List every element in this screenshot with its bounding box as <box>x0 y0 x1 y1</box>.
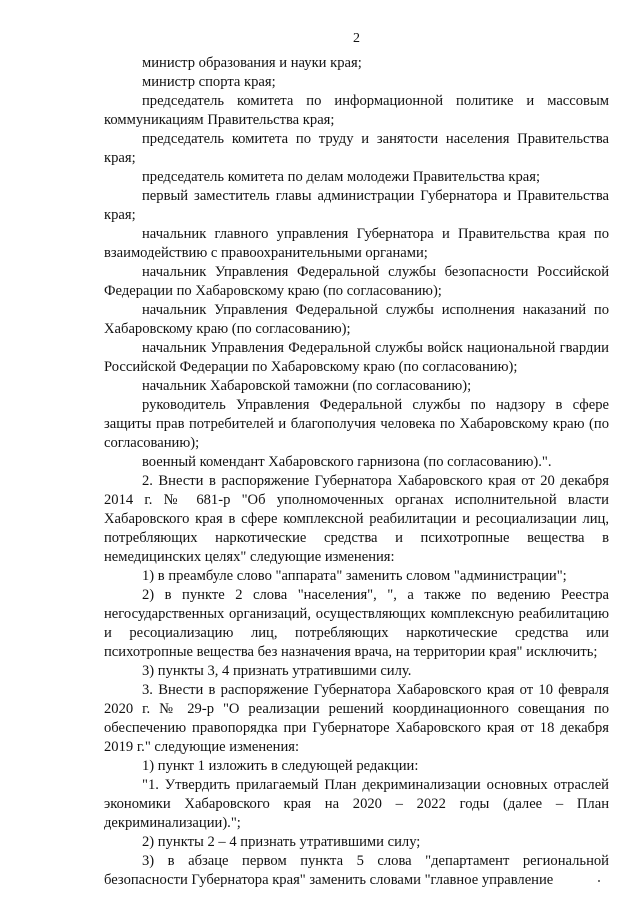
paragraph-7: начальник главного управления Губернатора и Правительства края по взаимодействию с правоохранительными органами; <box>104 226 609 261</box>
paragraph-4: председатель комитета по труду и занятости населения Правительства края; <box>104 131 609 166</box>
paragraph-17: 3) пункты 3, 4 признать утратившими силу. <box>142 663 412 679</box>
paragraph-18: 3. Внести в распоряжение Губернатора Хабаровского края от 10 февраля 2020 г. № 29-р "О реализации решений координационного совещания по обеспечению правопорядка при Губернаторе Хабаровского края от 18 декабря 2019 г." следующие изменения: <box>104 682 609 755</box>
paragraph-21: 2) пункты 2 – 4 признать утратившими силу; <box>142 834 421 850</box>
paragraph-1: министр образования и науки края; <box>142 55 362 71</box>
paragraph-8: начальник Управления Федеральной службы безопасности Российской Федерации по Хабаровскому краю (по согласованию); <box>104 264 609 299</box>
paragraph-13: военный комендант Хабаровского гарнизона (по согласованию).". <box>142 454 552 470</box>
paragraph-14: 2. Внести в распоряжение Губернатора Хабаровского края от 20 декабря 2014 г. № 681-р "Об уполномоченных органах исполнительной власти Хабаровского края в сфере комплексной реабилитации и ресоциализации лиц, потребляющих наркотические средства и психотропные вещества в немедицинских целях" следующие изменения: <box>104 473 609 565</box>
document-body <box>104 54 609 890</box>
paragraph-20: "1. Утвердить прилагаемый План декриминализации основных отраслей экономики Хабаровского края на 2020 – 2022 годы (далее – План декриминализации)."; <box>104 777 609 831</box>
page-number: 2 <box>353 31 360 46</box>
paragraph-19: 1) пункт 1 изложить в следующей редакции: <box>142 758 419 774</box>
paragraph-15: 1) в преамбуле слово "аппарата" заменить словом "администрации"; <box>142 568 567 584</box>
paragraph-12: руководитель Управления Федеральной службы по надзору в сфере защиты прав потребителей и благополучия человека по Хабаровскому краю (по согласованию); <box>104 397 609 451</box>
paragraph-6: первый заместитель главы администрации Губернатора и Правительства края; <box>104 188 609 223</box>
paragraph-10: начальник Управления Федеральной службы войск национальной гвардии Российской Федерации по Хабаровскому краю (по согласованию); <box>104 340 609 375</box>
paragraph-3: председатель комитета по информационной политике и массовым коммуникациям Правительства края; <box>104 93 609 128</box>
scan-dot <box>598 880 600 882</box>
paragraph-22: 3) в абзаце первом пункта 5 слова "департамент региональной безопасности Губернатора края" заменить словами "главное управление <box>104 853 609 888</box>
paragraph-5: председатель комитета по делам молодежи Правительства края; <box>142 169 541 185</box>
paragraph-2: министр спорта края; <box>142 74 276 90</box>
paragraph-16: 2) в пункте 2 слова "населения", ", а также по ведению Реестра негосударственных организаций, осуществляющих комплексную реабилитацию и ресоциализацию лиц, потребляющих наркотические средства или психотропные вещества без назначения врача, на территории края" исключить; <box>104 587 609 660</box>
paragraph-11: начальник Хабаровской таможни (по согласованию); <box>142 378 472 394</box>
paragraph-9: начальник Управления Федеральной службы исполнения наказаний по Хабаровскому краю (по согласованию); <box>104 302 609 337</box>
